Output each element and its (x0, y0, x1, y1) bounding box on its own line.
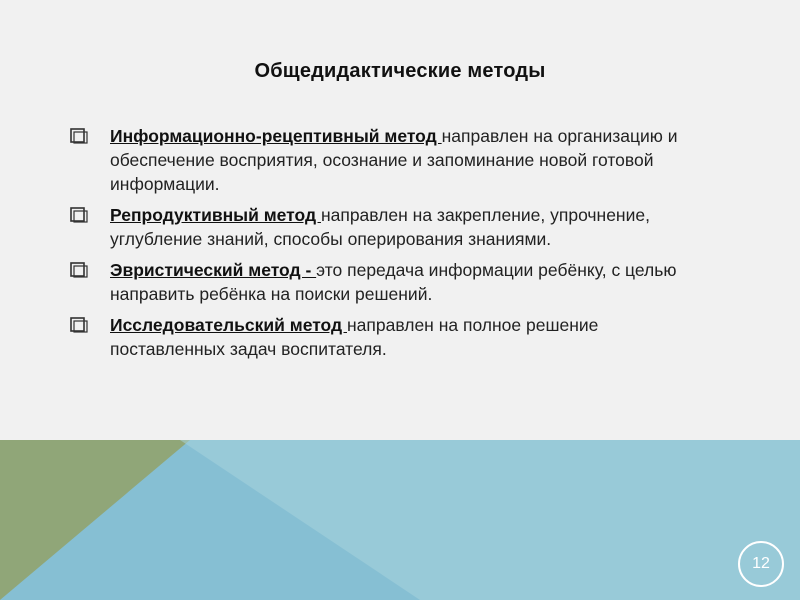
checkbox-bullet-icon (70, 262, 88, 278)
list-item (70, 313, 710, 361)
decorative-shapes (0, 440, 800, 600)
slide-title: Общедидактические методы (254, 60, 546, 82)
list-item (70, 258, 710, 306)
method-description: это передача информации ребёнку, с целью направить ребёнка на поиски решений. (110, 260, 677, 304)
list-item (70, 203, 710, 251)
checkbox-bullet-icon (70, 128, 88, 144)
method-term: Репродуктивный метод (110, 205, 321, 225)
list-item (70, 124, 710, 196)
checkbox-bullet-icon (70, 317, 88, 333)
method-term: Исследовательский метод (110, 315, 347, 335)
method-term: Информационно-рецептивный метод (110, 126, 442, 146)
method-description: направлен на полное решение поставленных задач воспитателя. (110, 315, 599, 359)
method-term: Эвристический метод - (110, 260, 317, 280)
checkbox-bullet-icon (70, 207, 88, 223)
decorative-bottom-band (0, 440, 800, 600)
methods-list (70, 124, 710, 368)
slide-number-badge: 12 (738, 541, 784, 587)
method-description: направлен на организацию и обеспечение восприятия, осознание и запоминание новой готовой информации. (110, 126, 678, 194)
method-description: направлен на закрепление, упрочнение, углубление знаний, способы оперирования знаниями. (110, 205, 650, 249)
